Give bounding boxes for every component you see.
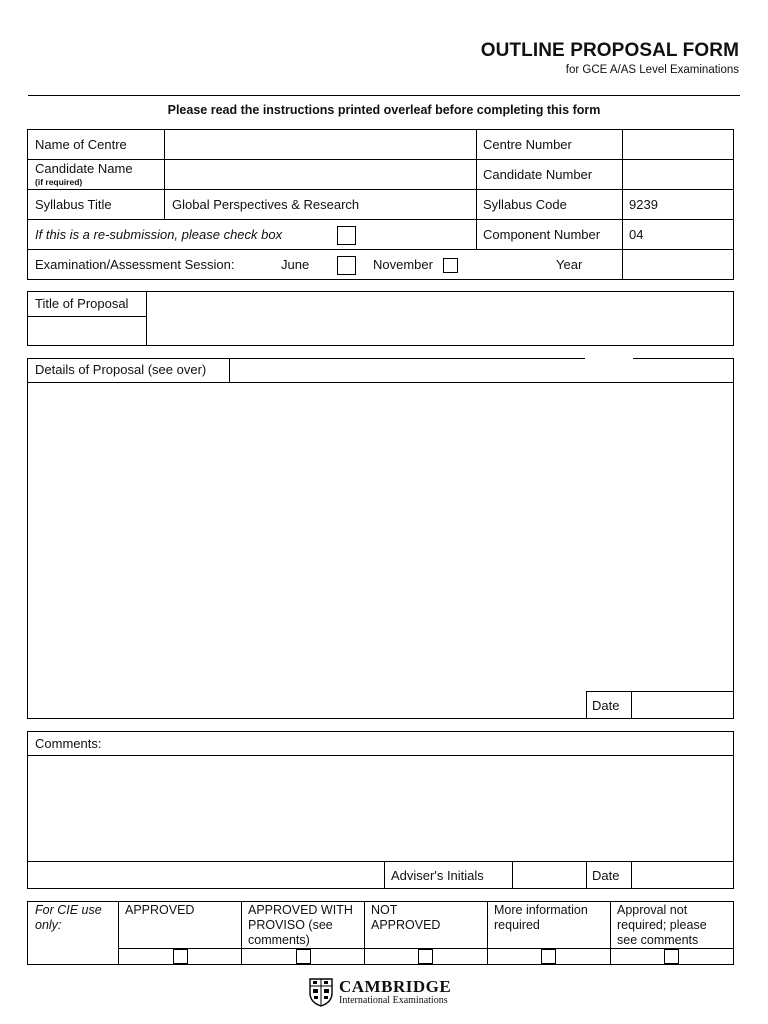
option-more-info-label: More information required xyxy=(494,903,588,932)
component-number-label: Component Number xyxy=(483,227,601,242)
col-divider xyxy=(631,861,632,889)
candidate-number-label: Candidate Number xyxy=(483,167,593,182)
title-of-proposal-field[interactable] xyxy=(148,293,732,344)
details-date-field[interactable] xyxy=(633,693,732,718)
not-approved-checkbox[interactable] xyxy=(418,949,433,964)
option-approved-with-proviso-label: APPROVED WITH PROVISO (see comments) xyxy=(248,903,353,947)
november-checkbox[interactable] xyxy=(443,258,458,273)
syllabus-title-value: Global Perspectives & Research xyxy=(172,197,360,212)
row-divider xyxy=(586,691,734,692)
if-required-note: (if required) xyxy=(35,177,83,187)
resubmission-checkbox[interactable] xyxy=(337,226,356,245)
option-approved-label: APPROVED xyxy=(125,903,195,917)
approved-with-proviso-checkbox[interactable] xyxy=(296,949,311,964)
col-divider xyxy=(164,129,165,220)
year-label: Year xyxy=(556,257,583,272)
comments-date-label: Date xyxy=(592,868,620,883)
col-divider xyxy=(487,901,488,965)
resubmission-label: If this is a re-submission, please check box xyxy=(35,227,283,242)
row-divider xyxy=(27,219,734,220)
cambridge-crest-icon xyxy=(308,977,334,1007)
centre-number-label: Centre Number xyxy=(483,137,572,152)
candidate-name-field[interactable] xyxy=(166,161,474,188)
option-not-approved-label: NOT APPROVED xyxy=(371,903,441,932)
centre-number-field[interactable] xyxy=(624,131,732,158)
candidate-name-label: Candidate Name xyxy=(35,161,133,176)
col-divider xyxy=(118,901,119,965)
row-divider xyxy=(27,249,734,250)
name-of-centre-label: Name of Centre xyxy=(35,137,127,152)
details-of-proposal-field[interactable] xyxy=(29,384,732,690)
col-divider xyxy=(512,861,513,889)
november-label: November xyxy=(373,257,433,272)
cie-use-label: For CIE use only: xyxy=(35,903,102,932)
col-divider xyxy=(622,129,623,280)
col-divider xyxy=(476,129,477,250)
cambridge-logo xyxy=(308,977,468,1009)
exam-session-label: Examination/Assessment Session: xyxy=(35,257,235,272)
syllabus-title-label: Syllabus Title xyxy=(35,197,112,212)
option-approval-not-required-label: Approval not required; please see comments xyxy=(617,903,707,947)
june-label: June xyxy=(281,257,310,272)
approval-not-required-checkbox[interactable] xyxy=(664,949,679,964)
form-title: OUTLINE PROPOSAL FORM xyxy=(480,40,739,61)
col-divider xyxy=(229,358,230,383)
col-divider xyxy=(146,291,147,346)
syllabus-code-value: 9239 xyxy=(629,197,658,212)
component-number-value: 04 xyxy=(629,227,644,242)
col-divider xyxy=(241,901,242,965)
comments-label: Comments: xyxy=(35,736,102,751)
col-divider xyxy=(610,901,611,965)
comments-field[interactable] xyxy=(29,757,732,860)
name-of-centre-field[interactable] xyxy=(166,131,474,158)
row-divider xyxy=(585,358,633,359)
advisers-initials-field[interactable] xyxy=(514,863,585,888)
instruction-text: Please read the instructions printed overleaf before completing this form xyxy=(167,103,601,117)
col-divider xyxy=(364,901,365,965)
col-divider xyxy=(631,691,632,719)
row-divider xyxy=(27,159,734,160)
row-divider xyxy=(27,755,734,756)
more-info-checkbox[interactable] xyxy=(541,949,556,964)
syllabus-code-label: Syllabus Code xyxy=(483,197,567,212)
row-divider xyxy=(27,861,734,862)
june-checkbox[interactable] xyxy=(337,256,356,275)
form-subtitle: for GCE A/AS Level Examinations xyxy=(565,64,739,76)
col-divider xyxy=(586,861,587,889)
advisers-initials-label: Adviser's Initials xyxy=(391,868,484,883)
year-field[interactable] xyxy=(624,251,732,278)
row-divider xyxy=(27,382,734,383)
details-date-label: Date xyxy=(592,698,620,713)
logo-subtext: International Examinations xyxy=(339,995,448,1006)
details-of-proposal-label: Details of Proposal (see over) xyxy=(35,362,207,377)
approved-checkbox[interactable] xyxy=(173,949,188,964)
candidate-number-field[interactable] xyxy=(624,161,732,188)
title-of-proposal-label: Title of Proposal xyxy=(35,296,129,311)
comments-date-field[interactable] xyxy=(633,863,732,888)
logo-name: CAMBRIDGE xyxy=(339,977,452,996)
row-divider xyxy=(27,316,147,317)
row-divider xyxy=(27,189,734,190)
header-divider xyxy=(28,95,740,96)
col-divider xyxy=(586,691,587,719)
col-divider xyxy=(384,861,385,889)
